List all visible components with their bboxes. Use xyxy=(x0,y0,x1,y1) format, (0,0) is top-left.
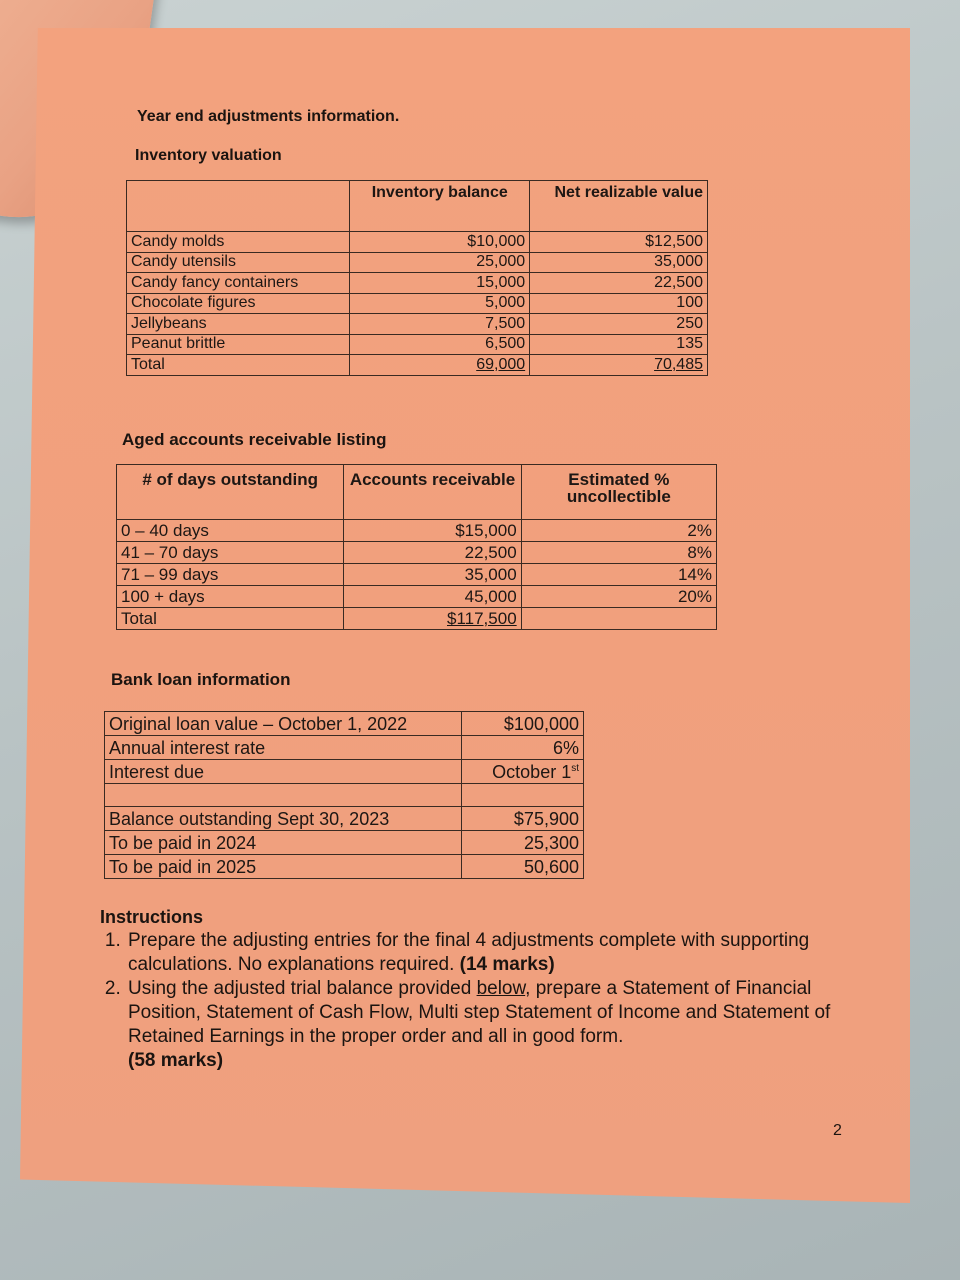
inventory-total-balance-cell xyxy=(350,355,530,376)
receivables-pct: 8% xyxy=(521,542,716,564)
instruction-2-text-post: , prepare a Statement of Financial Position, Statement of Cash Flow, Multi step Statement of Income and Statement of Retained Earnings in the proper order and all in good form. xyxy=(128,978,831,1047)
loan-value: $100,000 xyxy=(462,712,584,736)
inventory-header-item xyxy=(127,181,350,232)
inventory-balance: 5,000 xyxy=(350,293,530,314)
inventory-balance: 25,000 xyxy=(350,252,530,273)
receivables-total-amount-cell xyxy=(344,608,521,630)
receivables-days: 0 – 40 days xyxy=(117,520,344,542)
receivables-total-label: Total xyxy=(117,608,344,630)
loan-label: Interest due xyxy=(105,760,462,784)
receivables-header-days: # of days outstanding xyxy=(117,465,344,520)
table-row xyxy=(105,855,584,879)
receivables-pct: 20% xyxy=(521,586,716,608)
blank-cell xyxy=(105,784,462,807)
loan-value: 6% xyxy=(462,736,584,760)
table-row xyxy=(105,760,584,784)
loan-value: 50,600 xyxy=(462,855,584,879)
instruction-1-marks: (14 marks) xyxy=(459,954,555,975)
receivables-amount: 45,000 xyxy=(344,586,521,608)
inventory-balance: 7,500 xyxy=(350,314,530,335)
inventory-balance: $10,000 xyxy=(350,232,530,253)
receivables-amount: 22,500 xyxy=(344,542,521,564)
page-number: 2 xyxy=(833,1122,842,1139)
blank-row xyxy=(105,784,584,807)
loan-value: October 1 xyxy=(492,761,572,782)
table-row xyxy=(105,807,584,831)
instruction-2-text-pre: Using the adjusted trial balance provided xyxy=(128,978,472,999)
inventory-table xyxy=(126,180,708,376)
table-row xyxy=(105,736,584,760)
inventory-total-nrv-cell xyxy=(530,355,708,376)
inventory-nrv: 135 xyxy=(530,334,708,355)
inventory-nrv: 100 xyxy=(530,293,708,314)
receivables-days: 100 + days xyxy=(117,586,344,608)
inventory-total-label: Total xyxy=(127,355,350,376)
receivables-header-pct: Estimated % uncollectible xyxy=(521,465,716,520)
inventory-nrv: $12,500 xyxy=(530,232,708,253)
receivables-amount: $15,000 xyxy=(344,520,521,542)
inventory-item: Candy molds xyxy=(127,232,350,253)
instructions-block xyxy=(100,905,860,1073)
inventory-nrv: 250 xyxy=(530,314,708,335)
instruction-2-marks: (58 marks) xyxy=(128,1050,224,1071)
receivables-pct: 14% xyxy=(521,564,716,586)
receivables-pct: 2% xyxy=(521,520,716,542)
inventory-nrv: 22,500 xyxy=(530,273,708,294)
table-row xyxy=(127,334,708,355)
receivables-total-pct-cell xyxy=(521,608,716,630)
inventory-nrv: 35,000 xyxy=(530,252,708,273)
loan-value-cell xyxy=(462,760,584,784)
table-row xyxy=(127,273,708,294)
receivables-total-amount: $117,500 xyxy=(447,609,517,628)
table-row xyxy=(127,314,708,335)
receivables-header-row xyxy=(117,465,717,520)
inventory-item: Candy fancy containers xyxy=(127,273,350,294)
receivables-heading: Aged accounts receivable listing xyxy=(122,430,387,449)
loan-label: Original loan value – October 1, 2022 xyxy=(105,712,462,736)
inventory-balance: 6,500 xyxy=(350,334,530,355)
table-row xyxy=(117,520,717,542)
loan-label: To be paid in 2024 xyxy=(105,831,462,855)
table-row xyxy=(127,252,708,273)
inventory-balance: 15,000 xyxy=(350,273,530,294)
instructions-title: Instructions xyxy=(100,907,204,927)
loan-table xyxy=(104,711,584,879)
loan-label: Annual interest rate xyxy=(105,736,462,760)
table-row xyxy=(127,232,708,253)
document-title: Year end adjustments information. xyxy=(137,108,400,125)
receivables-days: 71 – 99 days xyxy=(117,564,344,586)
loan-value-suffix: st xyxy=(571,762,579,774)
receivables-amount: 35,000 xyxy=(344,564,521,586)
inventory-total-nrv: 70,485 xyxy=(654,355,703,373)
loan-label: Balance outstanding Sept 30, 2023 xyxy=(105,807,462,831)
inventory-item: Jellybeans xyxy=(127,314,350,335)
receivables-days: 41 – 70 days xyxy=(117,542,344,564)
table-row xyxy=(127,293,708,314)
instruction-item-2 xyxy=(126,977,860,1073)
inventory-heading: Inventory valuation xyxy=(135,147,282,164)
table-row xyxy=(117,542,717,564)
inventory-header-row xyxy=(127,181,708,232)
blank-cell xyxy=(462,784,584,807)
inventory-header-nrv: Net realizable value xyxy=(530,181,708,232)
inventory-item: Chocolate figures xyxy=(127,293,350,314)
receivables-table xyxy=(116,464,717,630)
instruction-item-1 xyxy=(126,929,860,977)
inventory-item: Peanut brittle xyxy=(127,334,350,355)
inventory-item: Candy utensils xyxy=(127,252,350,273)
receivables-total-row xyxy=(117,608,717,630)
instruction-1-text: Prepare the adjusting entries for the final 4 adjustments complete with supporting calculations. No explanations required. xyxy=(128,930,810,975)
inventory-header-balance: Inventory balance xyxy=(350,181,530,232)
instruction-2-link: below xyxy=(476,978,526,999)
table-row xyxy=(117,564,717,586)
table-row xyxy=(105,712,584,736)
receivables-header-amount: Accounts receivable xyxy=(344,465,521,520)
table-row xyxy=(117,586,717,608)
loan-value: $75,900 xyxy=(462,807,584,831)
inventory-total-balance: 69,000 xyxy=(476,355,526,373)
table-row xyxy=(105,831,584,855)
loan-heading: Bank loan information xyxy=(111,670,291,689)
loan-label: To be paid in 2025 xyxy=(105,855,462,879)
loan-value: 25,300 xyxy=(462,831,584,855)
instructions-list xyxy=(100,929,860,1073)
inventory-total-row xyxy=(127,355,708,376)
